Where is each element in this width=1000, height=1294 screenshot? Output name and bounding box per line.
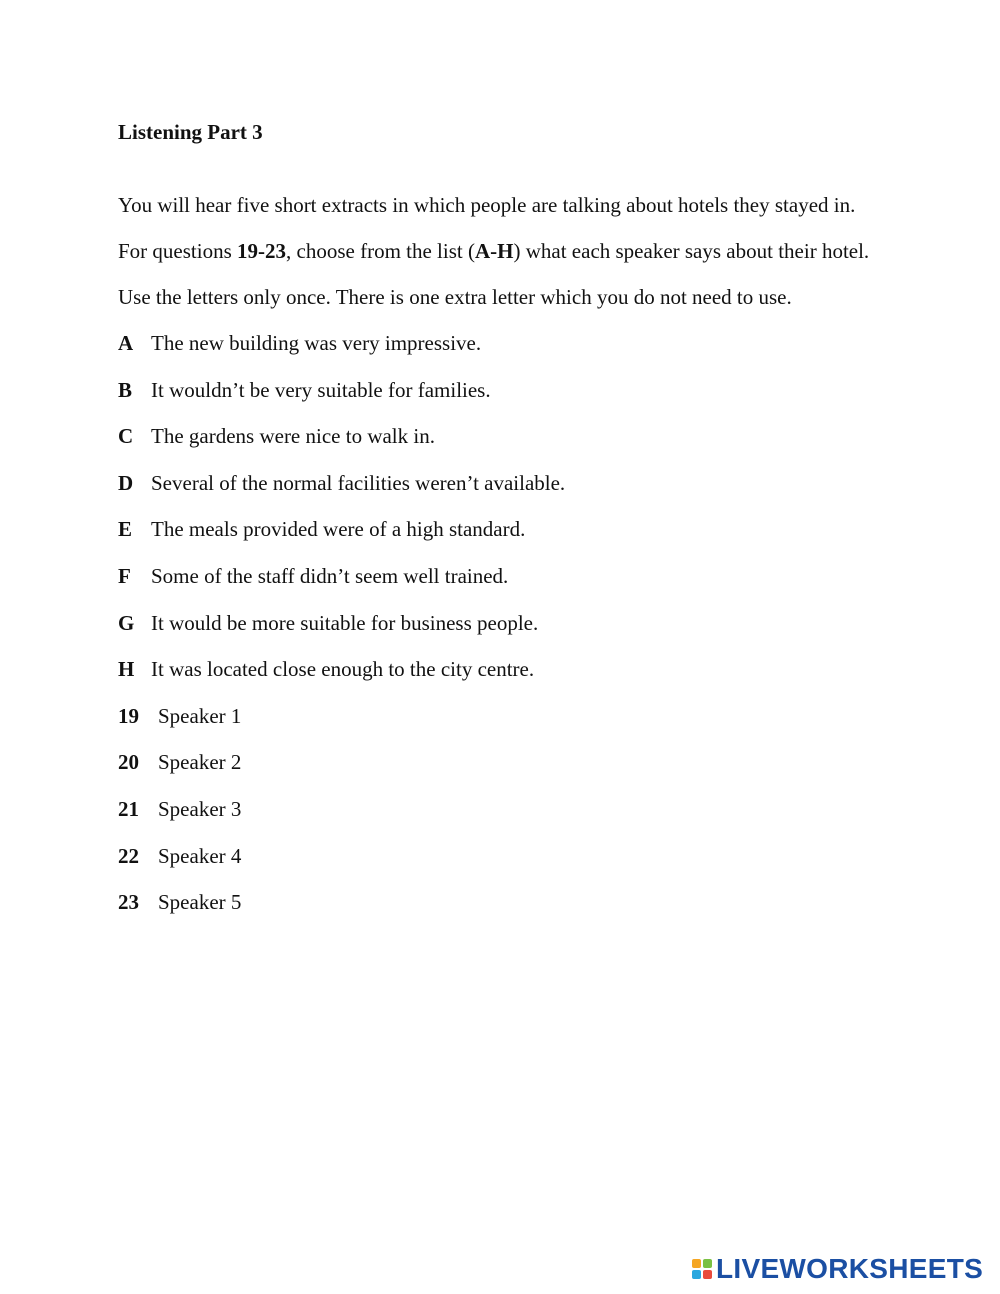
- option-text: It was located close enough to the city centre.: [151, 657, 535, 682]
- question-number: 19: [118, 703, 139, 728]
- question-number: 22: [118, 843, 139, 868]
- option-letter: H: [118, 657, 135, 682]
- question-number: 20: [118, 750, 139, 775]
- logo-mark-square: [692, 1259, 701, 1268]
- speaker-label: Speaker 4: [158, 843, 242, 868]
- option-text: The meals provided were of a high standard.: [151, 517, 526, 542]
- page-title: Listening Part 3: [118, 120, 263, 144]
- instruction-prefix: For questions: [118, 239, 238, 263]
- option-item: [118, 468, 908, 499]
- questions-list: [118, 701, 908, 918]
- question-item: [118, 701, 908, 732]
- option-letter: G: [118, 610, 135, 635]
- speaker-label: Speaker 5: [158, 890, 242, 915]
- letters-range: A-H: [474, 239, 514, 263]
- worksheet-page: [118, 118, 908, 934]
- option-text: It would be more suitable for business people.: [151, 610, 539, 635]
- option-item: [118, 608, 908, 639]
- options-list: [118, 328, 908, 685]
- option-item: [118, 421, 908, 452]
- option-item: [118, 375, 908, 406]
- option-letter: F: [118, 563, 131, 588]
- speaker-label: Speaker 1: [158, 703, 242, 728]
- option-text: It wouldn’t be very suitable for families.: [151, 377, 491, 402]
- logo-mark-square: [692, 1270, 701, 1279]
- instruction-middle: , choose from the list (: [286, 239, 475, 263]
- option-letter: B: [118, 377, 133, 402]
- questions-range: 19-23: [237, 239, 287, 263]
- instruction-paragraph: [118, 236, 908, 267]
- option-letter: C: [118, 424, 134, 449]
- question-item: [118, 887, 908, 918]
- question-item: [118, 794, 908, 825]
- option-text: The new building was very impressive.: [151, 331, 482, 355]
- logo-mark-icon: [692, 1259, 712, 1279]
- question-item: [118, 841, 908, 872]
- option-letter: D: [118, 470, 134, 495]
- logo-text: LIVEWORKSHEETS: [716, 1253, 984, 1284]
- note-paragraph: Use the letters only once. There is one extra letter which you do not need to use.: [118, 285, 792, 309]
- question-number: 23: [118, 890, 139, 915]
- option-letter: E: [118, 517, 133, 542]
- option-item: [118, 654, 908, 685]
- speaker-label: Speaker 3: [158, 796, 242, 821]
- liveworksheets-logo: [692, 1254, 983, 1284]
- intro-paragraph: You will hear five short extracts in which people are talking about hotels they stayed in.: [118, 193, 856, 217]
- instruction-suffix: ) what each speaker says about their hotel.: [513, 239, 870, 263]
- option-item: [118, 561, 908, 592]
- option-text: The gardens were nice to walk in.: [151, 424, 435, 449]
- question-item: [118, 747, 908, 778]
- option-item: [118, 514, 908, 545]
- option-text: Some of the staff didn’t seem well trained.: [151, 563, 509, 588]
- speaker-label: Speaker 2: [158, 750, 242, 775]
- option-text: Several of the normal facilities weren’t available.: [151, 470, 566, 495]
- logo-mark-square: [703, 1270, 712, 1279]
- option-item: [118, 328, 908, 359]
- option-letter: A: [118, 331, 134, 355]
- question-number: 21: [118, 796, 139, 821]
- logo-mark-square: [703, 1259, 712, 1268]
